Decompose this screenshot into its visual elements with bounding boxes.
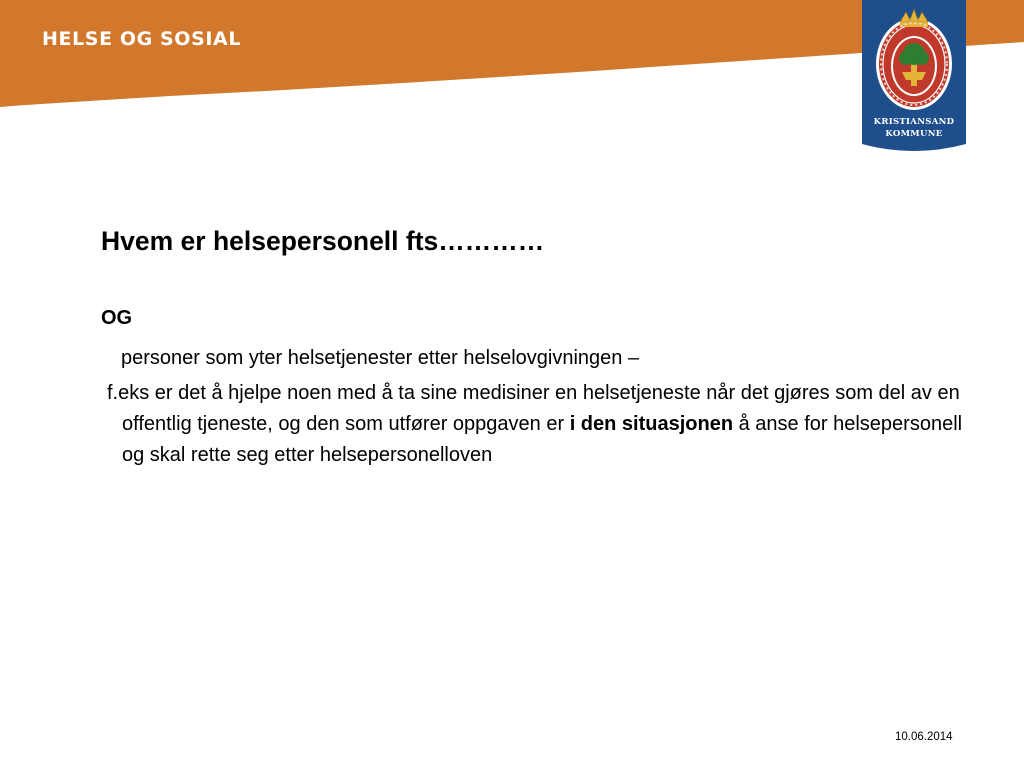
logo-text-line2: KOMMUNE xyxy=(885,129,943,139)
paragraph-2-text-b: å anse for helsepersonell og skal rette seg etter helsepersonelloven xyxy=(122,413,963,466)
slide-title: Hvem er helsepersonell fts………… xyxy=(101,226,545,256)
kristiansand-logo xyxy=(862,0,966,156)
body-paragraph-1: personer som yter helsetjenester etter helselovgivningen – xyxy=(121,347,640,369)
footer-date: 10.06.2014 xyxy=(895,731,953,743)
body-paragraph-2 xyxy=(107,378,967,471)
og-label: OG xyxy=(101,307,133,329)
paragraph-2-emphasis: i den situasjonen xyxy=(569,413,734,435)
paragraph-2-text-a: f.eks er det å hjelpe noen med å ta sine medisiner en helsetjeneste når det gjøres som del av en offentlig tjeneste, og den som utfører oppgaven er xyxy=(107,382,960,435)
section-title: HELSE OG SOSIAL xyxy=(42,28,242,50)
logo-text-line1: KRISTIANSAND xyxy=(873,117,955,127)
